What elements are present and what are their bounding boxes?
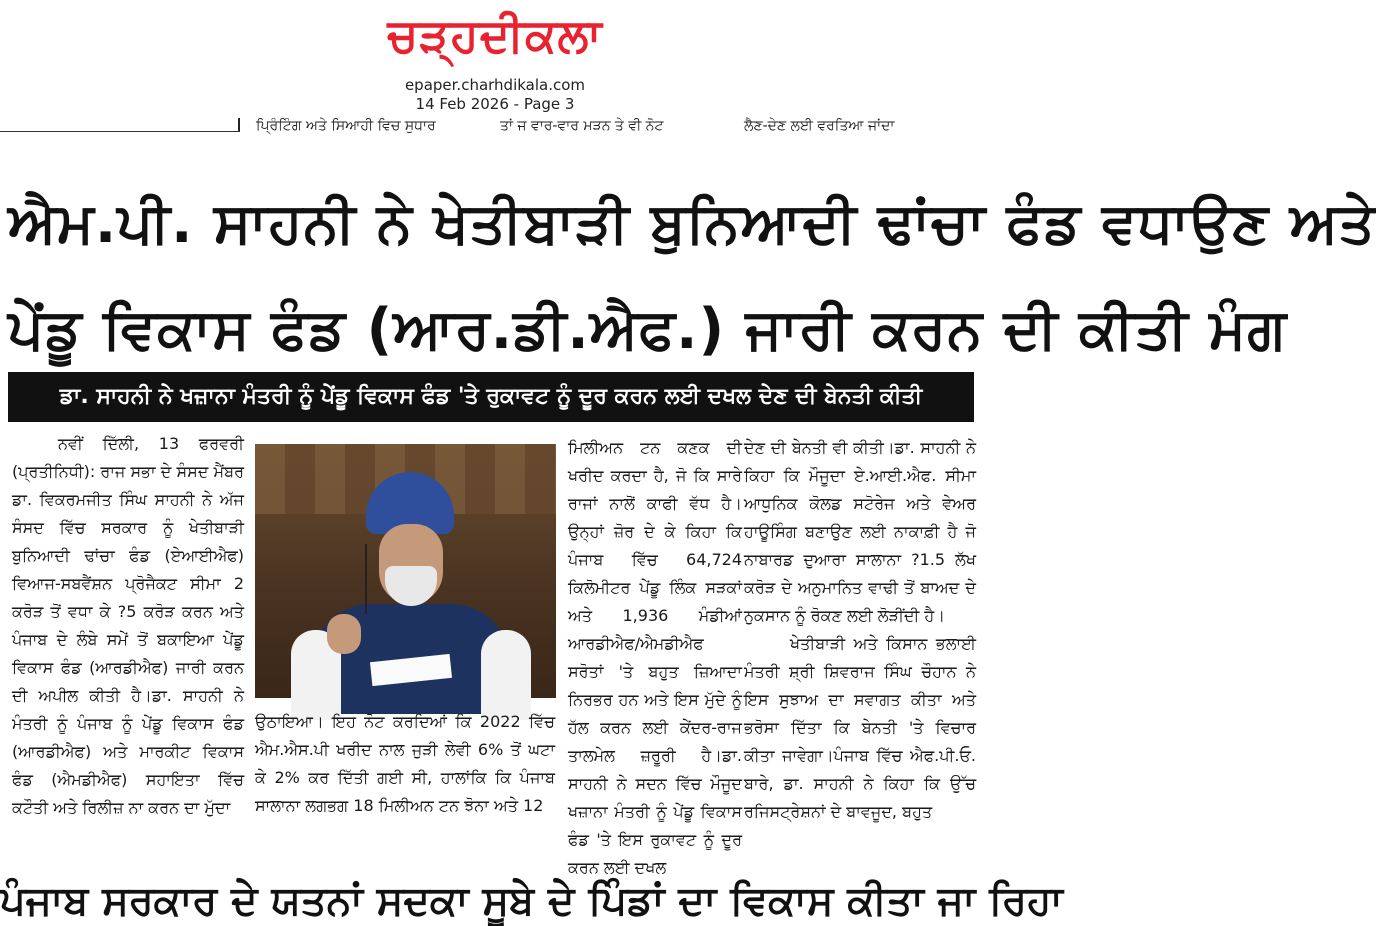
- speaker-hand: [327, 614, 361, 654]
- article-column-3: [568, 434, 742, 877]
- prev-article-fragment-col2: ਪ੍ਰਿੰਟਿੰਗ ਅਤੇ ਸਿਆਹੀ ਵਿਚ ਸੁਧਾਰ: [256, 118, 436, 134]
- article-paragraph: ਉਠਾਇਆ। ਇਹ ਨੋਟ ਕਰਦਿਆਂ ਕਿ 2022 ਵਿੱਚ ਐਮ.ਐਸ.ਪੀ ਖਰੀਦ ਨਾਲ ਜੁੜੀ ਲੇਵੀ 6% ਤੋਂ ਘਟਾ ਕੇ 2% ਕਰ ਦਿੱਤੀ ਗਈ ਸੀ, ਹਾਲਾਂਕਿ ਕਿ ਪੰਜਾਬ ਸਾਲਾਨਾ ਲਗਭਗ 18 ਮਿਲੀਅਨ ਟਨ ਝੋਨਾ ਅਤੇ 12: [255, 712, 555, 815]
- section-rule: [0, 131, 240, 132]
- speaker-beard: [385, 566, 437, 606]
- next-article-headline-fragment: ਪੰਜਾਬ ਸਰਕਾਰ ਦੇ ਯਤਨਾਂ ਸਦਕਾ ਸੂਬੇ ਦੇ ਪਿੰਡਾਂ ਦਾ ਵਿਕਾਸ ਕੀਤਾ ਜਾ ਰਿਹਾ: [0, 878, 1063, 924]
- article-photo: [255, 444, 556, 698]
- article-column-2: [255, 708, 555, 864]
- article-paragraph: ਨਵੀਂ ਦਿੱਲੀ, 13 ਫਰਵਰੀ (ਪ੍ਰਤੀਨਿਧੀ): ਰਾਜ ਸਭਾ ਦੇ ਸੰਸਦ ਮੈਂਬਰ ਡਾ. ਵਿਕਰਮਜੀਤ ਸਿੰਘ ਸਾਹਨੀ ਨੇ ਅੱਜ ਸੰਸਦ ਵਿੱਚ ਸਰਕਾਰ ਨੂੰ ਖੇਤੀਬਾੜੀ ਬੁਨਿਆਦੀ ਢਾਂਚਾ ਫੰਡ (ਏਆਈਐਫ) ਵਿਆਜ-ਸਬਵੈਂਸ਼ਨ ਪ੍ਰੋਜੈਕਟ ਸੀਮਾ 2 ਕਰੋੜ ਤੋਂ ਵਧਾ ਕੇ ?5 ਕਰੋੜ ਕਰਨ ਅਤੇ ਪੰਜਾਬ ਦੇ ਲੰਬੇ ਸਮੇਂ ਤੋਂ ਬਕਾਇਆ ਪੇਂਡੂ ਵਿਕਾਸ ਫੰਡ (ਆਰਡੀਐਫ) ਜਾਰੀ ਕਰਨ ਦੀ ਅਪੀਲ ਕੀਤੀ ਹੈ।ਡਾ. ਸਾਹਨੀ ਨੇ ਮੰਤਰੀ ਨੂੰ ਪੰਜਾਬ ਨੂੰ ਪੇਂਡੂ ਵਿਕਾਸ ਫੰਡ (ਆਰਡੀਐਫ) ਅਤੇ ਮਾਰਕੀਟ ਵਿਕਾਸ ਫੰਡ (ਐਮਡੀਐਫ) ਸਹਾਇਤਾ ਵਿੱਚ ਕਟੌਤੀ ਅਤੇ ਰਿਲੀਜ਼ ਨਾ ਕਰਨ ਦਾ ਮੁੱਦਾ: [12, 434, 244, 817]
- article-paragraph: ਖੇਤੀਬਾੜੀ ਅਤੇ ਕਿਸਾਨ ਭਲਾਈ ਮੰਤਰੀ ਸ਼੍ਰੀ ਸ਼ਿਵਰਾਜ ਸਿੰਘ ਚੌਹਾਨ ਨੇ ਇਸ ਸੁਝਾਅ ਦਾ ਸਵਾਗਤ ਕੀਤਾ ਅਤੇ ਭਰੋਸਾ ਦਿੱਤਾ ਕਿ ਬੇਨਤੀ 'ਤੇ ਵਿਚਾਰ ਕੀਤਾ ਜਾਵੇਗਾ।ਪੰਜਾਬ ਵਿੱਚ ਐਫ.ਪੀ.ਓ. ਬਾਰੇ, ਡਾ. ਸਾਹਨੀ ਨੇ ਕਿਹਾ ਕਿ ਉੱਚ ਰਜਿਸਟ੍ਰੇਸ਼ਨਾਂ ਦੇ ਬਾਵਜੂਦ, ਬਹੁਤ: [744, 634, 976, 821]
- headline-line-1: ਐਮ.ਪੀ. ਸਾਹਨੀ ਨੇ ਖੇਤੀਬਾੜੀ ਬੁਨਿਆਦੀ ਢਾਂਚਾ ਫੰਡ ਵਧਾਉਣ ਅਤੇ: [8, 190, 1376, 256]
- speaker-sleeve-right: [481, 630, 531, 720]
- edition-date-page: 14 Feb 2026 - Page 3: [415, 95, 575, 113]
- microphone: [365, 544, 367, 614]
- prev-article-fragment-col3: ਤਾਂ ਜ ਵਾਰ-ਵਾਰ ਮੜਨ ਤੇ ਵੀ ਨੋਟ: [500, 118, 664, 134]
- subheadline-banner: ਡਾ. ਸਾਹਨੀ ਨੇ ਖਜ਼ਾਨਾ ਮੰਤਰੀ ਨੂੰ ਪੇਂਡੂ ਵਿਕਾਸ ਫੰਡ 'ਤੇ ਰੁਕਾਵਟ ਨੂੰ ਦੂਰ ਕਰਨ ਲਈ ਦਖਲ ਦੇਣ ਦੀ ਬੇਨਤੀ ਕੀਤੀ: [8, 372, 974, 422]
- newspaper-logo: ਚੜ੍ਹਦੀਕਲਾ: [387, 8, 603, 62]
- article-column-1: [12, 430, 244, 862]
- article-paragraph: ਦੇਣ ਦੀ ਬੇਨਤੀ ਵੀ ਕੀਤੀ।ਡਾ. ਸਾਹਨੀ ਨੇ ਕਿਹਾ ਕਿ ਮੌਜੂਦਾ ਏ.ਆਈ.ਐਫ. ਸੀਮਾ ਆਧੁਨਿਕ ਕੋਲਡ ਸਟੋਰੇਜ ਅਤੇ ਵੇਅਰ ਹਾਊਸਿੰਗ ਬਣਾਉਣ ਲਈ ਨਾਕਾਫ਼ੀ ਹੈ ਜੋ ਨਾਬਾਰਡ ਦੁਆਰਾ ਸਾਲਾਨਾ ?1.5 ਲੱਖ ਕਰੋੜ ਦੇ ਅਨੁਮਾਨਿਤ ਵਾਢੀ ਤੋਂ ਬਾਅਦ ਦੇ ਨੁਕਸਾਨ ਨੂੰ ਰੋਕਣ ਲਈ ਲੋੜੀਂਦੀ ਹੈ।: [744, 438, 976, 625]
- prev-article-fragment-col4: ਲੈਣ-ਦੇਣ ਲਈ ਵਰਤਿਆ ਜਾਂਦਾ: [744, 118, 895, 134]
- column-divider: [238, 118, 240, 132]
- article-column-4: [744, 434, 976, 864]
- source-url[interactable]: epaper.charhdikala.com: [404, 76, 586, 94]
- article-paragraph: ਮਿਲੀਅਨ ਟਨ ਕਣਕ ਦੀ ਖਰੀਦ ਕਰਦਾ ਹੈ, ਜੋ ਕਿ ਸਾਰੇ ਰਾਜਾਂ ਨਾਲੋਂ ਕਾਫੀ ਵੱਧ ਹੈ। ਉਨ੍ਹਾਂ ਜ਼ੋਰ ਦੇ ਕੇ ਕਿਹਾ ਕਿ ਪੰਜਾਬ ਵਿੱਚ 64,724 ਕਿਲੋਮੀਟਰ ਪੇਂਡੂ ਲਿੰਕ ਸੜਕਾਂ ਅਤੇ 1,936 ਮੰਡੀਆਂ ਆਰਡੀਐਫ/ਐਮਡੀਐਫ ਸਰੋਤਾਂ 'ਤੇ ਬਹੁਤ ਜ਼ਿਆਦਾ ਨਿਰਭਰ ਹਨ ਅਤੇ ਇਸ ਮੁੱਦੇ ਨੂੰ ਹੱਲ ਕਰਨ ਲਈ ਕੇਂਦਰ-ਰਾਜ ਤਾਲਮੇਲ ਜ਼ਰੂਰੀ ਹੈ।ਡਾ. ਸਾਹਨੀ ਨੇ ਸਦਨ ਵਿੱਚ ਮੌਜੂਦ ਖਜ਼ਾਨਾ ਮੰਤਰੀ ਨੂੰ ਪੇਂਡੂ ਵਿਕਾਸ ਫੰਡ 'ਤੇ ਇਸ ਰੁਕਾਵਟ ਨੂੰ ਦੂਰ ਕਰਨ ਲਈ ਦਖਲ: [568, 438, 742, 877]
- headline-line-2: ਪੇਂਡੂ ਵਿਕਾਸ ਫੰਡ (ਆਰ.ਡੀ.ਐਫ.) ਜਾਰੀ ਕਰਨ ਦੀ ਕੀਤੀ ਮੰਗ: [8, 296, 1288, 362]
- masthead: [0, 0, 990, 118]
